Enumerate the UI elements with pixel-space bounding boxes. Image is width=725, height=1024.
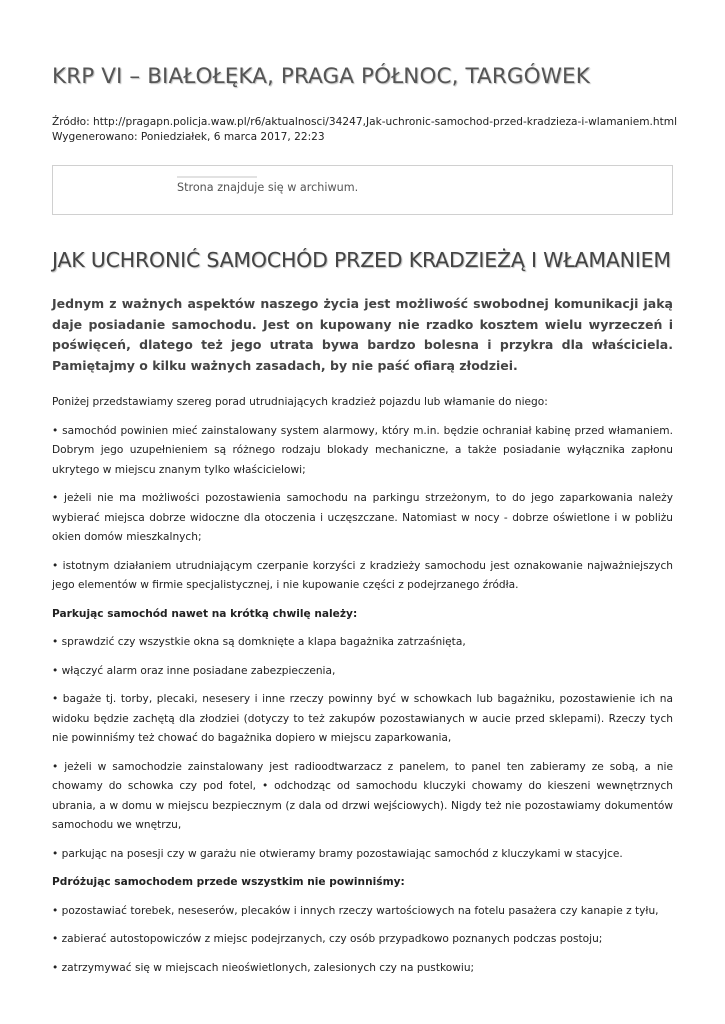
article-body	[52, 393, 673, 987]
list-item: • zabierać autostopowiczów z miejsc podejrzanych, czy osób przypadkowo poznanych podczas postoju;	[52, 933, 603, 945]
list-item: • jeżeli nie ma możliwości pozostawienia samochodu na parkingu strzeżonym, to do jego zaparkowania należy wybierać miejsca dobrze widoczne dla otoczenia i uczęszczane. Natomiast w nocy - dobrze oświetlone i w pobliżu okien domów mieszkalnych;	[52, 492, 673, 543]
document-meta	[52, 115, 692, 144]
intro-paragraph: Poniżej przedstawiamy szereg porad utrudniających kradzież pojazdu lub włamanie do niego:	[52, 396, 548, 408]
archive-notice-box	[52, 165, 673, 215]
generated-line: Wygenerowano: Poniedziałek, 6 marca 2017, 22:23	[52, 130, 325, 143]
section-heading-driving: Pdróżując samochodem przede wszystkim nie powinniśmy:	[52, 876, 405, 888]
site-title: KRP VI – BIAŁOŁĘKA, PRAGA PÓŁNOC, TARGÓWEK	[52, 64, 590, 89]
list-item: • zatrzymywać się w miejscach nieoświetlonych, zalesionych czy na pustkowiu;	[52, 961, 475, 974]
list-item: • parkując na posesji czy w garażu nie otwieramy bramy pozostawiając samochód z kluczykami w stacyjce.	[52, 847, 623, 860]
archive-notice: Strona znajduje się w archiwum.	[177, 181, 359, 194]
list-item: • włączyć alarm oraz inne posiadane zabezpieczenia,	[52, 664, 336, 677]
article-lead: Jednym z ważnych aspektów naszego życia jest możliwość swobodnej komunikacji jaką daje posiadanie samochodu. Jest on kupowany nie rzadko kosztem wielu wyrzeczeń i poświęceń, dlatego też jego utrata bywa bardzo bolesna i przykra dla właściciela. Pamiętajmy o kilku ważnych zasadach, by nie paść ofiarą złodziei.	[52, 296, 673, 373]
list-item: • sprawdzić czy wszystkie okna są domknięte a klapa bagażnika zatrzaśnięta,	[52, 636, 466, 648]
list-item: • istotnym działaniem utrudniającym czerpanie korzyści z kradzieży samochodu jest oznakowanie najważniejszych jego elementów w firmie specjalistycznej, i nie kupowanie części z podejrzanego źródła.	[52, 559, 673, 591]
section-heading-parking: Parkując samochód nawet na krótką chwilę należy:	[52, 607, 358, 620]
source-line: Źródło: http://pragapn.policja.waw.pl/r6/aktualnosci/34247,Jak-uchronic-samochod-przed-kradzieza-i-wlamaniem.html	[52, 116, 678, 128]
list-item: • samochód powinien mieć zainstalowany system alarmowy, który m.in. będzie ochraniał kabinę przed włamaniem. Dobrym jego uzupełnieniem są różnego rodzaju blokady mechaniczne, a także posiadanie wyłącznika zapłonu ukrytego w miejscu znanym tylko właścicielowi;	[52, 424, 673, 476]
list-item: • bagaże tj. torby, plecaki, nesesery i inne rzeczy powinny być w schowkach lub bagażniku, pozostawienie ich na widoku będzie zachętą dla złodziei (dotyczy to też zakupów pozostawianych w aucie przed sklepami). Rzeczy tych nie powinniśmy też chować do bagażnika dopiero w miejscu zaparkowania,	[52, 693, 673, 744]
article-title: JAK UCHRONIĆ SAMOCHÓD PRZED KRADZIEŻĄ I WŁAMANIEM	[52, 248, 671, 272]
list-item: • pozostawiać torebek, neseserów, plecaków i innych rzeczy wartościowych na fotelu pasażera czy kanapie z tyłu,	[52, 904, 659, 917]
divider	[177, 176, 257, 178]
list-item: • jeżeli w samochodzie zainstalowany jest radioodtwarzacz z panelem, to panel ten zabieramy ze sobą, a nie chowamy do schowka czy pod fotel, • odchodząc od samochodu kluczyki chowamy do kieszeni wewnętrznych ubrania, a w domu w miejscu bezpiecznym (z dala od drzwi wejściowych). Nigdy też nie pozostawiamy dokumentów samochodu we wnętrzu,	[52, 760, 673, 831]
